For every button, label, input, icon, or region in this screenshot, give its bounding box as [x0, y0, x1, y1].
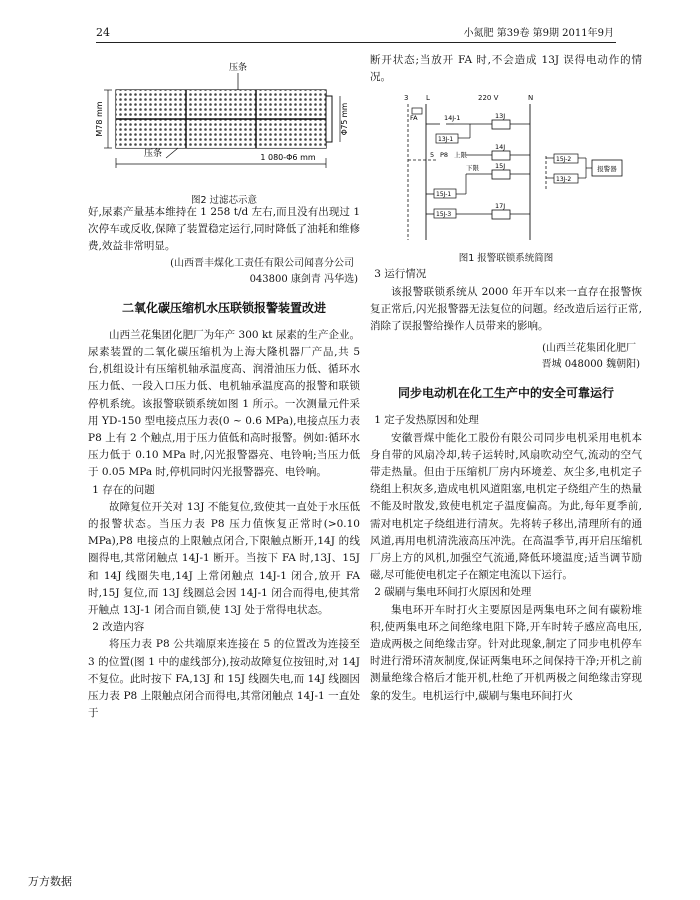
- label-15j3: 15J-3: [436, 211, 452, 219]
- fig2-dim-length: 1 080-Φ6 mm: [260, 153, 316, 162]
- article3-s1-heading: 1 定子发热原因和处理: [374, 414, 479, 427]
- label-13j: 13J: [495, 112, 506, 121]
- figure-1: [370, 90, 642, 266]
- article1-authors: 043800 康剑青 冯华选): [249, 273, 358, 285]
- label-upper: 上限: [454, 151, 467, 160]
- label-15j2: 15J-2: [556, 156, 572, 164]
- label-n: N: [528, 94, 534, 103]
- article3-s2-heading: 2 碳刷与集电环间打火原因和处理: [374, 586, 532, 599]
- article3-s1-text: 安徽晋煤中能化工股份有限公司同步电机采用电机本身自带的风扇冷却,转子运转时,风扇吹动空气,流动的空气带走热量。但由于压缩机厂房内环境差、灰尘多,电机定子绕组上积灰多,造成电机风道阻塞,电机定子绕组产生的热量不能及时散发,致使电机定子温度偏高。为此,每年夏季前,需对电机定子绕组进行清灰。先将转子移出,清理所有的通风道,再用电机清洗液高压冲洗。在高温季节,再开启压缩机厂房上方的风机,加强空气流通,降低环境温度;适当调节励磁,尽可能使电机定子在额定电流以下运行。: [370, 431, 642, 582]
- label-3: 3: [404, 94, 409, 103]
- label-14j1: 14J-1: [444, 114, 461, 123]
- article3-title: 同步电动机在化工生产中的安全可靠运行: [397, 386, 614, 401]
- article2-s1-heading: 1 存在的问题: [92, 483, 155, 496]
- filter-diagram: [88, 52, 360, 188]
- label-5: 5: [430, 151, 435, 160]
- label-voltage: 220 V: [478, 94, 499, 103]
- fig2-label-bottom: 压条: [143, 149, 162, 159]
- label-15j1: 15J-1: [436, 191, 452, 199]
- label-13j1: 13J-1: [438, 136, 454, 144]
- article2-s3-text: 该报警联锁系统从 2000 年开车以来一直存在报警恢复正常后,闪光报警器无法复位的问题。经改造后运行正常,消除了误报警给操作人员带来的影响。: [370, 285, 642, 333]
- article3-s2-text: 集电环开车时打火主要原因是两集电环之间有碳粉堆积,使两集电环之间绝缘电阻下降,开车时转子感应高电压,造成两极之间绝缘击穿。针对此现象,制定了同步电机停车时进行滑环清灰制度,保证两集电环之间保持干净;开机之前测量绝缘合格后才能开机,杜绝了开机两极之间绝缘击穿现象的发生。电机运行中,碳刷与集电环间打火: [370, 603, 642, 702]
- running-head: 小氮肥 第39卷 第9期 2011年9月: [463, 28, 614, 39]
- label-14j: 14J: [495, 143, 506, 152]
- label-15j: 15J: [495, 162, 506, 171]
- article1-affiliation: (山西晋丰煤化工责任有限公司闻喜分公司: [170, 257, 354, 269]
- label-alarm: 报警器: [597, 165, 617, 174]
- article2-s3-heading: 3 运行情况: [374, 268, 427, 281]
- figure-1-caption: 图1 报警联锁系统简图: [458, 253, 554, 265]
- fig2-dim-left: M78 mm: [95, 101, 104, 137]
- label-lower: 下限: [466, 164, 479, 173]
- figure-2: [88, 52, 360, 204]
- label-fa: FA: [410, 114, 418, 123]
- article2-s2-heading: 2 改造内容: [92, 621, 145, 634]
- article2-s2-text: 将压力表 P8 公共端原来连接在 5 的位置改为连接至 3 的位置(图 1 中的虚线部分),按动故障复位按钮时,对 14J 不复位。此时按下 FA,13J 和 15J 线圈失电,而 14J 线圈因压力表 P8 上限触点闭合而得电,其常闭触点 14J-1 一直处于: [88, 638, 360, 720]
- figure-2-caption: 图2 过滤芯示意: [190, 195, 258, 206]
- header-rule: [96, 42, 616, 43]
- interlock-circuit: [370, 90, 642, 250]
- article2-authors: 晋城 048000 魏朝阳): [541, 359, 640, 371]
- right-column: [370, 52, 642, 705]
- label-l: L: [426, 94, 430, 103]
- fig2-label-top: 压条: [228, 63, 248, 73]
- label-17j: 17J: [495, 202, 506, 211]
- article2-affiliation: (山西兰花集团化肥厂: [542, 343, 636, 355]
- footer-source: 万方数据: [28, 875, 72, 888]
- fig2-dim-right: Φ75 mm: [340, 102, 349, 136]
- label-p8: P8: [440, 151, 449, 160]
- label-13j2: 13J-2: [556, 176, 572, 184]
- article2-title: 二氧化碳压缩机水压联锁报警装置改进: [121, 300, 326, 315]
- left-column: [88, 52, 360, 722]
- article2-intro: 山西兰花集团化肥厂为年产 300 kt 尿素的生产企业。尿素装置的二氧化碳压缩机为上海大隆机器厂产品,共 5 台,机组设计有压缩机轴承温度高、润滑油压力低、循环水压力低、一段入口压力低、电机轴承温度高的报警和联锁停机系统。该报警联锁系统如图 1 所示。一次测量元件采用 YD-150 型电接点压力表(0 ~ 0.6 MPa),电接点压力表 P8 上有 2 个触点,用于压力值低和高时报警。例如:循环水压力低于 0.10 MPa 时,闪光报警器亮、电铃响;当压力低于 0.05 MPa 时,停机同时闪光报警器亮、电铃响。: [88, 328, 360, 479]
- article2-s1-text: 故障复位开关对 13J 不能复位,致使其一直处于水压低的报警状态。当压力表 P8 压力值恢复正常时(>0.10 MPa),P8 电接点的上限触点闭合,下限触点断开,14J 的线圈得电,其常闭触点 14J-1 断开。当按下 FA 时,13J、15J 和 14J 线圈失电,14J 上常闭触点 14J-1 闭合,放开 FA 时,15J 复位,而 13J 线圈总会因 14J-1 闭合而得电,使其常开触点 13J-1 闭合而自锁,使 13J 处于常得电状态。: [88, 500, 360, 617]
- page-number: 24: [96, 26, 110, 39]
- article1-tail: 好,尿素产量基本维持在 1 258 t/d 左右,而且没有出现过 1 次停车或反收,保障了装置稳定运行,同时降低了油耗和维修费,效益非常明显。: [88, 206, 360, 253]
- article2-s2-continued: 断开状态;当放开 FA 时,不会造成 13J 误得电动作的情况。: [370, 54, 642, 84]
